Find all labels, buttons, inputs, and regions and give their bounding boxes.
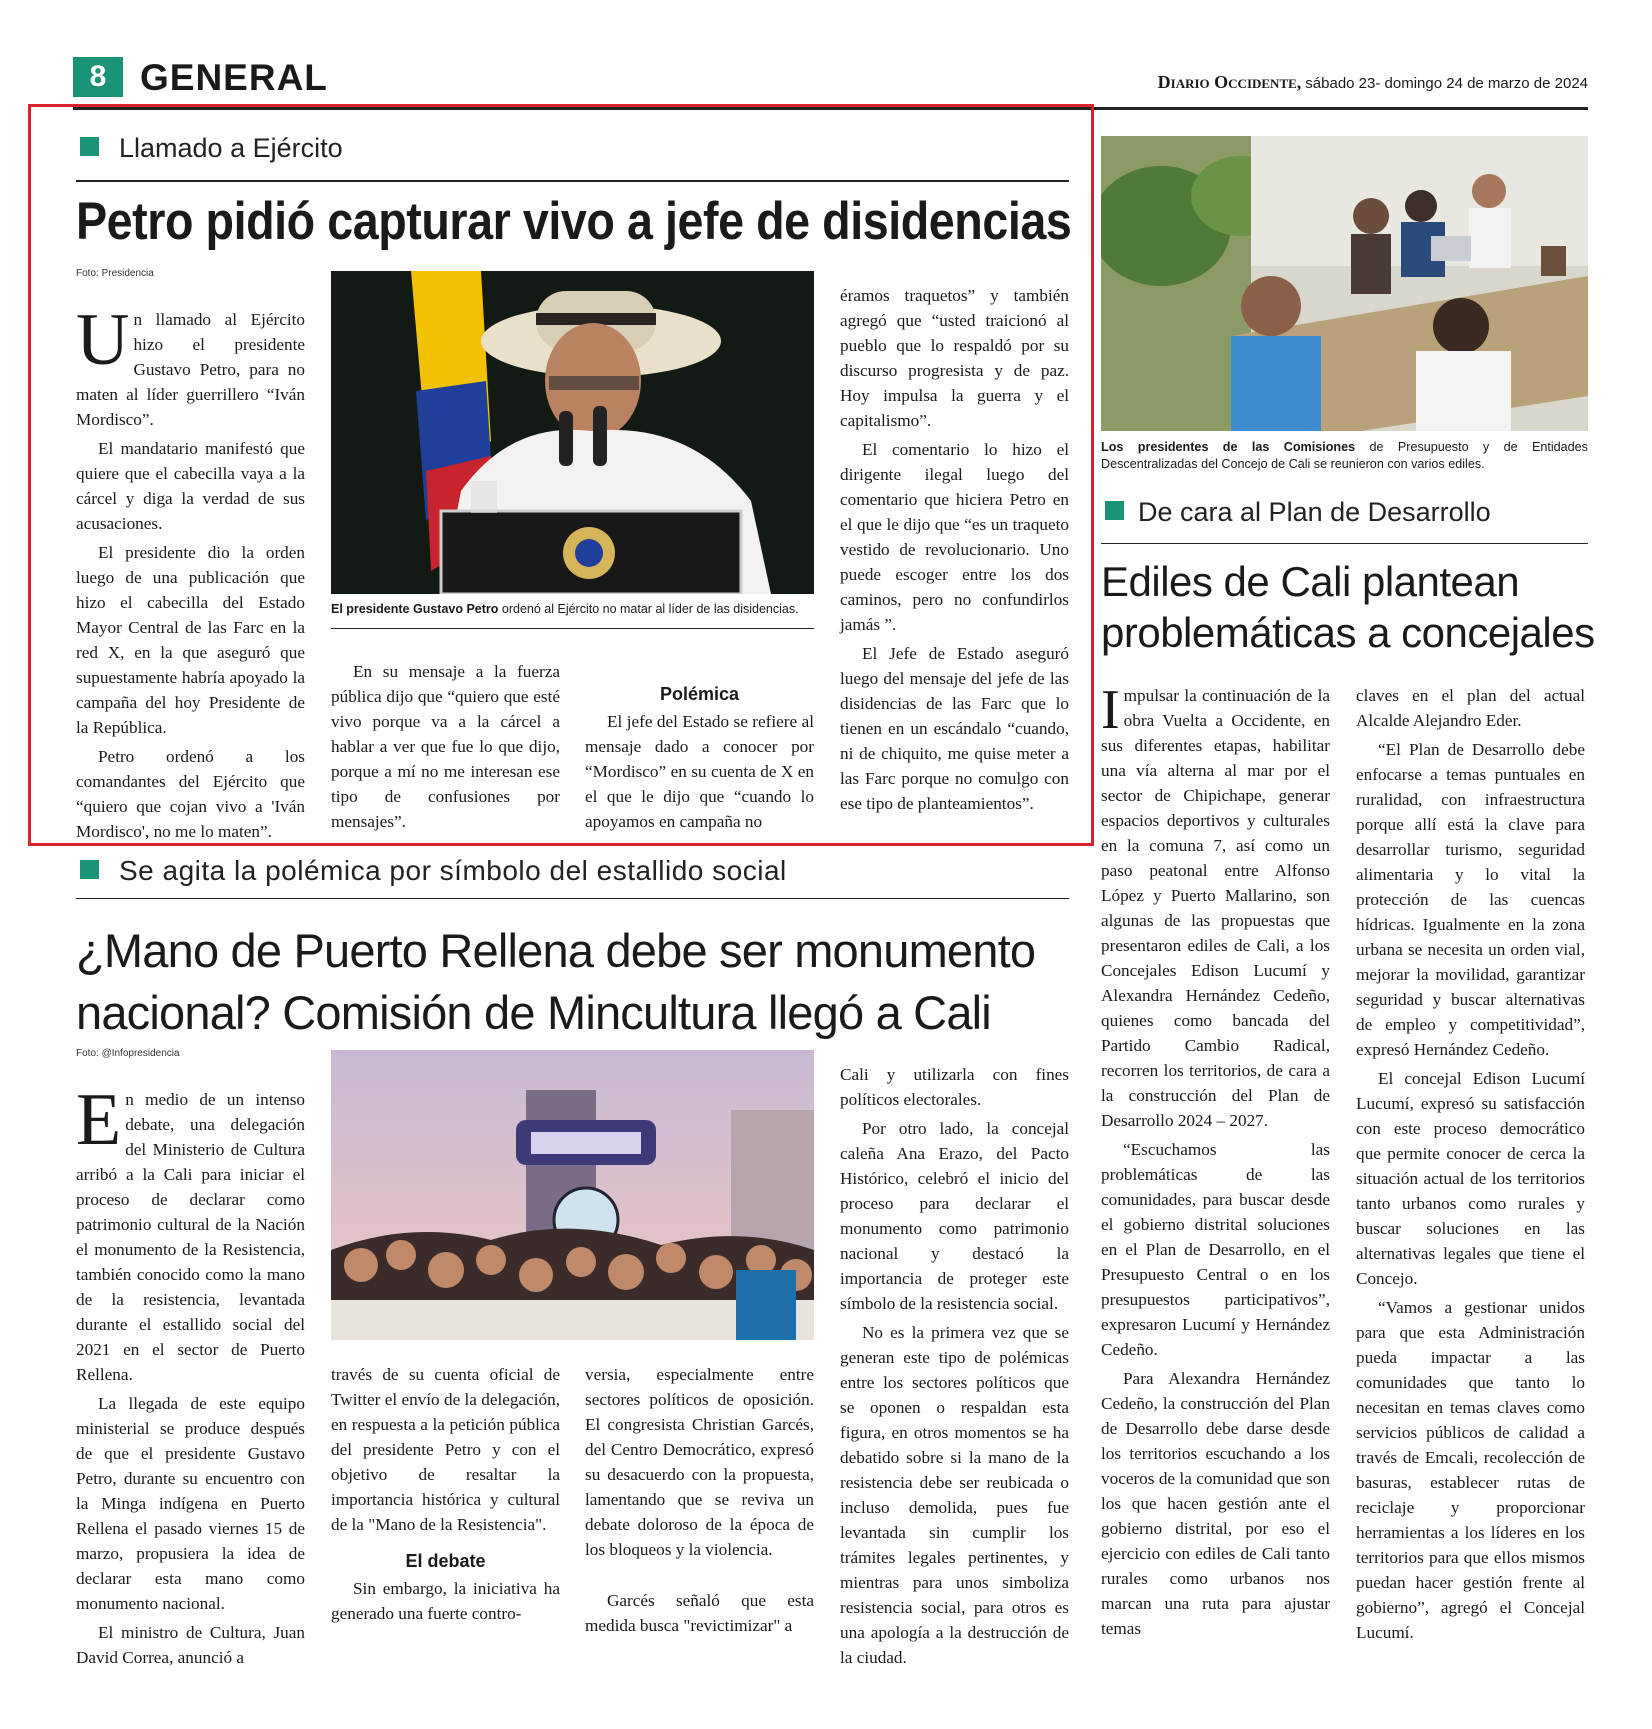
story3-col2-p1: “El Plan de Desarrollo debe enfocarse a temas puntuales en ruralidad, con infraestructura porque allí está la clave para desarrollar turismo, seguridad alimentaria y lo vital la protección de las cuencas hídricas. Igualmente en la zona urbana se necesita un orden vial, mejorar la movilidad, garantizar seguridad y buscar alternativas de empleo y competitividad”, expresó Hernández Cedeño.: [1356, 740, 1585, 1059]
story3-headline: Ediles de Cali plantean problemáticas a concejales: [1101, 558, 1595, 656]
caption-bold: El presidente Gustavo Petro: [331, 602, 499, 616]
story3-col2-p0: claves en el plan del actual Alcalde Alejandro Eder.: [1356, 686, 1585, 730]
petro-podium-illustration: [331, 271, 814, 594]
story1-col2: [331, 659, 560, 838]
story3-kicker-rule: [1101, 543, 1588, 544]
story3-caption: [1101, 439, 1588, 473]
drop-cap: E: [76, 1079, 122, 1161]
story1-col1-p0: Un llamado al Ejército hizo el presidente Gustavo Petro, para no maten al líder guerrillero “Iván Mordisco”.: [76, 299, 305, 429]
story1-col3-p0: El jefe del Estado se refiere al mensaje dado a conocer por “Mordisco” en su cuenta de X en el que le dijo que “cuando lo apoyamos en campaña no: [585, 712, 814, 831]
masthead-date: [1100, 72, 1588, 93]
story1-col1-p3: Petro ordenó a los comandantes del Ejército que “quiero que cojan vivo a 'Iván Mordisco', no me lo maten”.: [76, 747, 305, 841]
story2-photo: [331, 1050, 814, 1340]
council-meeting-illustration: [1101, 136, 1588, 431]
caption-bold: Los presidentes de las Comisiones: [1101, 440, 1356, 454]
story3-col1-p1: “Escuchamos las problemáticas de las comunidades, para buscar desde el gobierno distrital soluciones en el Plan de Desarrollo, en el Presupuesto Central o en los presupuestos participativos”, expresaron Lucumí y Hernández Cedeño.: [1101, 1140, 1330, 1359]
monument-crowd-illustration: [331, 1050, 814, 1340]
story2-col1-p2: El ministro de Cultura, Juan David Correa, anunció a: [76, 1623, 305, 1667]
story1-photo-credit: Foto: Presidencia: [76, 268, 154, 279]
kicker-square: [1105, 501, 1124, 520]
story2-col1-p1: La llegada de este equipo ministerial se produce después de que el presidente Gustavo Petro, durante su encuentro con la Minga indígena en Puerto Rellena el pasado viernes 15 de marzo, propusiera la idea de declarar esta mano como monumento nacional.: [76, 1394, 305, 1613]
story1-col4-p2: El Jefe de Estado aseguró luego del mensaje del jefe de las disidencias de las Farc que lo tienen en un escándalo “cuando, ni de chiquito, me quise meter a las Farc porque no comulgo con ese tipo de planteamientos”.: [840, 644, 1069, 813]
drop-cap: U: [76, 299, 130, 381]
story1-col2-p0: En su mensaje a la fuerza pública dijo que “quiero que esté vivo porque va a la cárcel a hablar a ver que fue lo que dijo, porque a mí no me interesan ese tipo de confusiones por mensajes”.: [331, 662, 560, 831]
caption-rest: de Presupuesto y de Entidades Descentralizadas del Concejo de Cali se reunieron con varios ediles.: [1101, 440, 1588, 471]
story1-col1: [76, 299, 305, 848]
story2-subhead: El debate: [405, 1551, 486, 1571]
story2-col4: [840, 1062, 1069, 1674]
story2-photo-credit: Foto: @Infopresidencia: [76, 1048, 180, 1059]
page-number: 8: [89, 60, 107, 93]
section-title: GENERAL: [140, 57, 328, 98]
story3-col2: [1356, 683, 1585, 1649]
story3-col1-p2: Para Alexandra Hernández Cedeño, la construcción del Plan de Desarrollo debe darse desde los territorios escuchando a los voceros de la comunidad que son los que hacen gestión ante el gobierno distrital, por eso el ejercicio con ediles de Cali tanto rurales como urbanos nos marcan una ruta para ajustar temas: [1101, 1369, 1330, 1638]
paper-name: Diario Occidente,: [1157, 72, 1302, 92]
story2-headline: ¿Mano de Puerto Rellena debe ser monumento nacional? Comisión de Mincultura llegó a Cali: [76, 924, 1036, 1039]
story1-caption: [331, 601, 826, 618]
story2-col2b-p0: Sin embargo, la iniciativa ha generado una fuerte contro-: [331, 1579, 560, 1623]
story1-kicker-rule: [76, 180, 1069, 182]
story3-col2-p2: El concejal Edison Lucumí Lucumí, expresó su satisfacción con este proceso democrático que permite conocer de cerca la situación actual de los territorios tanto urbanos como rurales y buscar soluciones en las alternativas legales que tiene el Concejo.: [1356, 1069, 1585, 1288]
kicker-text: De cara al Plan de Desarrollo: [1138, 497, 1491, 527]
story3-col1-p0: Impulsar la continuación de la obra Vuelta a Occidente, en sus diferentes etapas, habilitar una vía alterna al mar por el sector de Chipichape, generar espacios deportivos y culturales en la comuna 7, así como un paso peatonal entre Alfonso López y Puerto Mallarino, son algunas de las propuestas que presentaron ediles de Cali, a los Concejales Edison Lucumí y Alexandra Hernández Cedeño, quienes como bancada del Partido Cambio Radical, recorren los territorios, de cara a la construcción del Plan de Desarrollo 2024 – 2027.: [1101, 679, 1330, 1130]
story2-col1: [76, 1079, 305, 1674]
story2-col3-p1: Garcés señaló que esta medida busca "revictimizar" a: [585, 1591, 814, 1635]
issue-date: sábado 23- domingo 24 de marzo de 2024: [1305, 75, 1588, 92]
kicker-square: [80, 137, 99, 156]
caption-rest: ordenó al Ejército no matar al líder de las disidencias.: [498, 602, 799, 616]
story2-col2-p0: través de su cuenta oficial de Twitter el envío de la delegación, en respuesta a la petición pública del presidente Petro y con el objetivo de resaltar la importancia histórica y cultural de la "Mano de la Resistencia".: [331, 1365, 560, 1534]
drop-cap: I: [1101, 679, 1120, 741]
story1-col4-p0: éramos traquetos” y también agregó que “usted traicionó al pueblo que lo respaldó por su discurso progresista y de paz. Hoy impulsa la guerra y el capitalismo”.: [840, 286, 1069, 430]
story1-col1-p1: El mandatario manifestó que quiere que el cabecilla vaya a la cárcel y diga la verdad de sus acusaciones.: [76, 439, 305, 533]
story1-caption-rule: [331, 628, 814, 629]
story2-col2: [331, 1362, 560, 1630]
story2-col1-p0: En medio de un intenso debate, una delegación del Ministerio de Cultura arribó a la Cali para iniciar el proceso de declarar como patrimonio cultural de la Nación el monumento de la Resistencia, también conocido como la mano de la resistencia, levantada durante el estallido social del 2021 en el sector de Puerto Rellena.: [76, 1079, 305, 1384]
kicker-text: Llamado a Ejército: [119, 133, 343, 163]
story1-col3: [585, 678, 814, 838]
story1-col4: [840, 283, 1069, 820]
story3-photo: [1101, 136, 1588, 431]
story2-kicker-rule: [76, 898, 1069, 899]
kicker-square: [80, 860, 99, 879]
story2-kicker: [80, 855, 787, 887]
story2-col3-p0: versia, especialmente entre sectores políticos de oposición. El congresista Christian Garcés, del Centro Democrático, expresó su desacuerdo con la propuesta, lamentando que se reviva un debate doloroso de la época de los bloqueos y la violencia.: [585, 1365, 814, 1559]
story2-col4-p1: Por otro lado, la concejal caleña Ana Erazo, del Pacto Histórico, celebró el inicio del proceso para declarar el monumento como patrimonio nacional y destacó la importancia de proteger este símbolo de la resistencia social.: [840, 1119, 1069, 1313]
story3-kicker: [1105, 497, 1491, 528]
story1-photo: [331, 271, 814, 594]
story1-col1-p2: El presidente dio la orden luego de una publicación que hizo el cabecilla del Estado Mayor Central de las Farc en la red X, en la que aseguró que supuestamente habría apoyado la campaña del hoy Presidente de la República.: [76, 543, 305, 737]
story3-col2-p3: “Vamos a gestionar unidos para que esta Administración pueda impactar a las comunidades que tanto lo necesitan en temas claves como servicios públicos de calidad a través de Emcali, recolección de basuras, establecer rutas de reciclaje y proporcionar herramientas a los líderes en los territorios para que ellos mismos puedan hacer gestión frente al gobierno”, agregó el Concejal Lucumí.: [1356, 1298, 1585, 1642]
story2-col3: [585, 1362, 814, 1642]
story3-col1: [1101, 679, 1330, 1645]
page-number-box: [73, 57, 123, 97]
kicker-text: Se agita la polémica por símbolo del estallido social: [119, 855, 787, 886]
story1-subhead: Polémica: [659, 684, 740, 704]
story1-col4-p1: El comentario lo hizo el dirigente ilegal luego del comentario que hiciera Petro en el que le dijo que “es un traqueto vestido de revolucionario. Uno puede escoger entre los dos caminos, pero no confundirlos jamás ”.: [840, 440, 1069, 634]
story1-kicker: [80, 133, 343, 164]
story2-col4-p0: Cali y utilizarla con fines políticos electorales.: [840, 1065, 1069, 1109]
story2-col4-p2: No es la primera vez que se generan este tipo de polémicas entre los sectores políticos que se oponen o respaldan esta figura, en otros momentos se ha debatido sobre si la mano de la resistencia debe ser reubicada o incluso demolida, pues fue levantada sin cumplir los trámites legales pertinentes, y mientras para unos simboliza resistencia social, para otros es una apología a la destrucción de la ciudad.: [840, 1323, 1069, 1667]
story1-headline: Petro pidió capturar vivo a jefe de disidencias: [76, 192, 1072, 251]
